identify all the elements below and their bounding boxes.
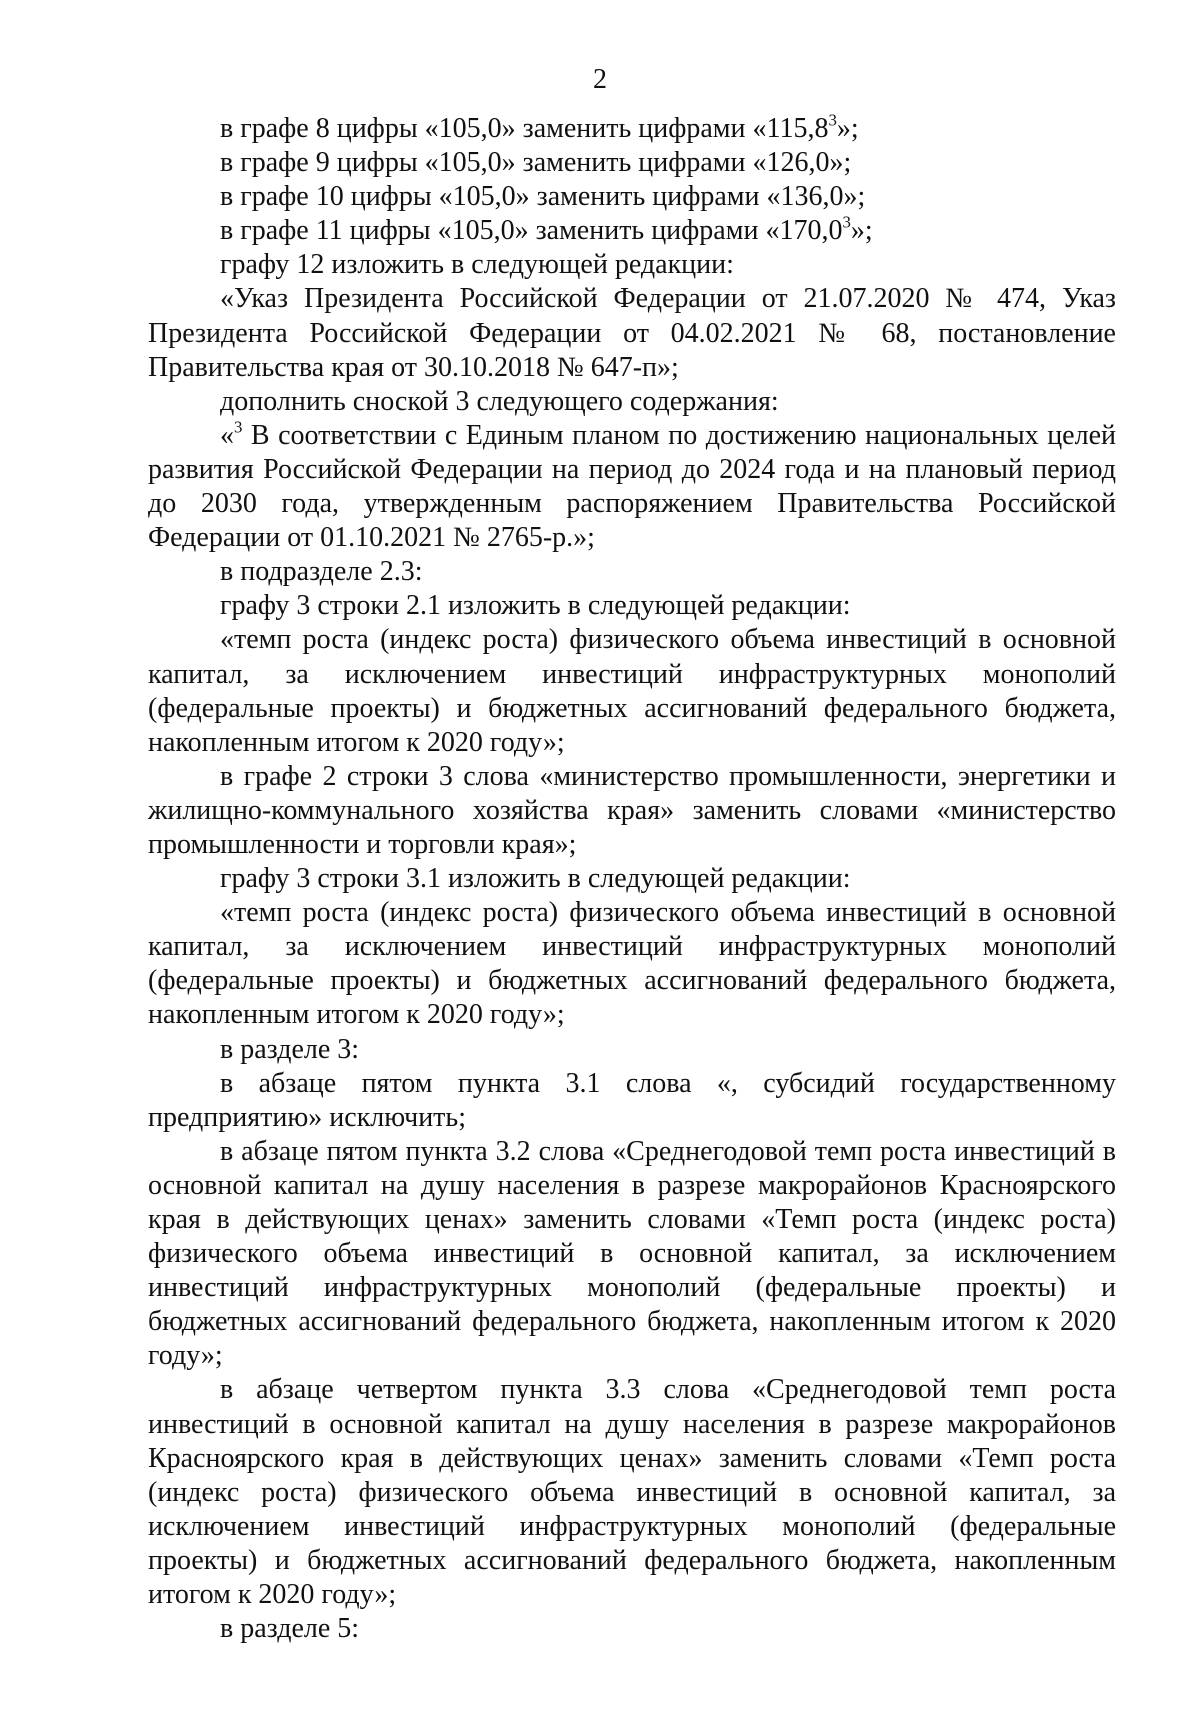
document-body — [148, 112, 1116, 1646]
paragraph-text-continued: »; — [836, 113, 859, 144]
paragraph-text: в абзаце пятом пункта 3.1 слова «, субсидий государственному предприятию» исключить; — [148, 1067, 1116, 1133]
paragraph-text: в абзаце четвертом пункта 3.3 слова «Среднегодовой темп роста инвестиций в основной капитал на душу населения в разрезе макрорайонов Красноярского края в действующих ценах» заменить словами «Темп роста (индекс роста) физического объема инвестиций в основной капитал, за исключением инвестиций инфраструктурных монополий (федеральные проекты) и бюджетных ассигнований федерального бюджета, накопленным итогом к 2020 году»; — [148, 1374, 1116, 1611]
paragraph — [148, 385, 1116, 419]
paragraph — [148, 248, 1116, 282]
paragraph — [148, 896, 1116, 1032]
paragraph — [148, 112, 1116, 146]
paragraph — [148, 1033, 1116, 1067]
paragraph — [148, 1067, 1116, 1135]
paragraph — [148, 1373, 1116, 1612]
page-number: 2 — [593, 64, 607, 95]
paragraph — [148, 1612, 1116, 1646]
paragraph-text: в разделе 5: — [220, 1613, 360, 1645]
paragraph-text: графу 3 строки 3.1 изложить в следующей редакции: — [220, 863, 851, 895]
paragraph-text: в графе 10 цифры «105,0» заменить цифрами «136,0»; — [220, 181, 866, 213]
paragraph-text: в графе 9 цифры «105,0» заменить цифрами «126,0»; — [220, 147, 852, 179]
paragraph — [148, 862, 1116, 896]
paragraph — [148, 282, 1116, 384]
paragraph-text-continued: »; — [850, 215, 873, 247]
paragraph — [148, 589, 1116, 623]
paragraph-text-continued: В соответствии с Единым планом по достижению национальных целей развития Российской Федерации на период до 2024 года и на плановый период до 2030 года, утвержденным распоряжением Правительства Российской Федерации от 01.10.2021 № 2765-р.»; — [148, 419, 1116, 554]
paragraph-text: «Указ Президента Российской Федерации от 21.07.2020 № 474, Указ Президента Российской Федерации от 04.02.2021 № 68, постановление Правительства края от 30.10.2018 № 647-п»; — [148, 283, 1116, 383]
paragraph-text: «темп роста (индекс роста) физического объема инвестиций в основной капитал, за исключением инвестиций инфраструктурных монополий (федеральные проекты) и бюджетных ассигнований федерального бюджета, накопленным итогом к 2020 году»; — [148, 624, 1116, 758]
paragraph-text: « — [220, 419, 234, 451]
paragraph — [148, 419, 1116, 555]
paragraph-text: графу 12 изложить в следующей редакции: — [220, 249, 734, 281]
paragraph — [148, 623, 1116, 759]
paragraph — [148, 1135, 1116, 1374]
paragraph-text: в абзаце пятом пункта 3.2 слова «Среднегодовой темп роста инвестиций в основной капитал на душу населения в разрезе макрорайонов Красноярского края в действующих ценах» заменить словами «Темп роста (индекс роста) физического объема инвестиций в основной капитал, за исключением инвестиций инфраструктурных монополий (федеральные проекты) и бюджетных ассигнований федерального бюджета, накопленным итогом к 2020 году»; — [148, 1135, 1116, 1372]
paragraph-text: графу 3 строки 2.1 изложить в следующей редакции: — [220, 590, 851, 622]
footnote-marker: 3 — [234, 417, 243, 437]
paragraph-text: в графе 11 цифры «105,0» заменить цифрами «170,0 — [220, 215, 843, 247]
paragraph — [148, 760, 1116, 862]
paragraph-text: «темп роста (индекс роста) физического объема инвестиций в основной капитал, за исключением инвестиций инфраструктурных монополий (федеральные проекты) и бюджетных ассигнований федерального бюджета, накопленным итогом к 2020 году»; — [148, 897, 1116, 1031]
footnote-marker: 3 — [842, 212, 851, 232]
paragraph-text: в графе 2 строки 3 слова «министерство промышленности, энергетики и жилищно-коммунального хозяйства края» заменить словами «министерство промышленности и торговли края»; — [148, 760, 1116, 860]
paragraph — [148, 146, 1116, 180]
paragraph — [148, 555, 1116, 589]
paragraph — [148, 214, 1116, 248]
paragraph-text: в подразделе 2.3: — [220, 556, 423, 588]
footnote-marker: 3 — [828, 110, 837, 130]
paragraph-text: в разделе 3: — [220, 1033, 360, 1065]
paragraph-text: дополнить сноской 3 следующего содержания: — [220, 385, 779, 417]
paragraph-text: в графе 8 цифры «105,0» заменить цифрами «115,8 — [220, 113, 829, 144]
paragraph — [148, 180, 1116, 214]
